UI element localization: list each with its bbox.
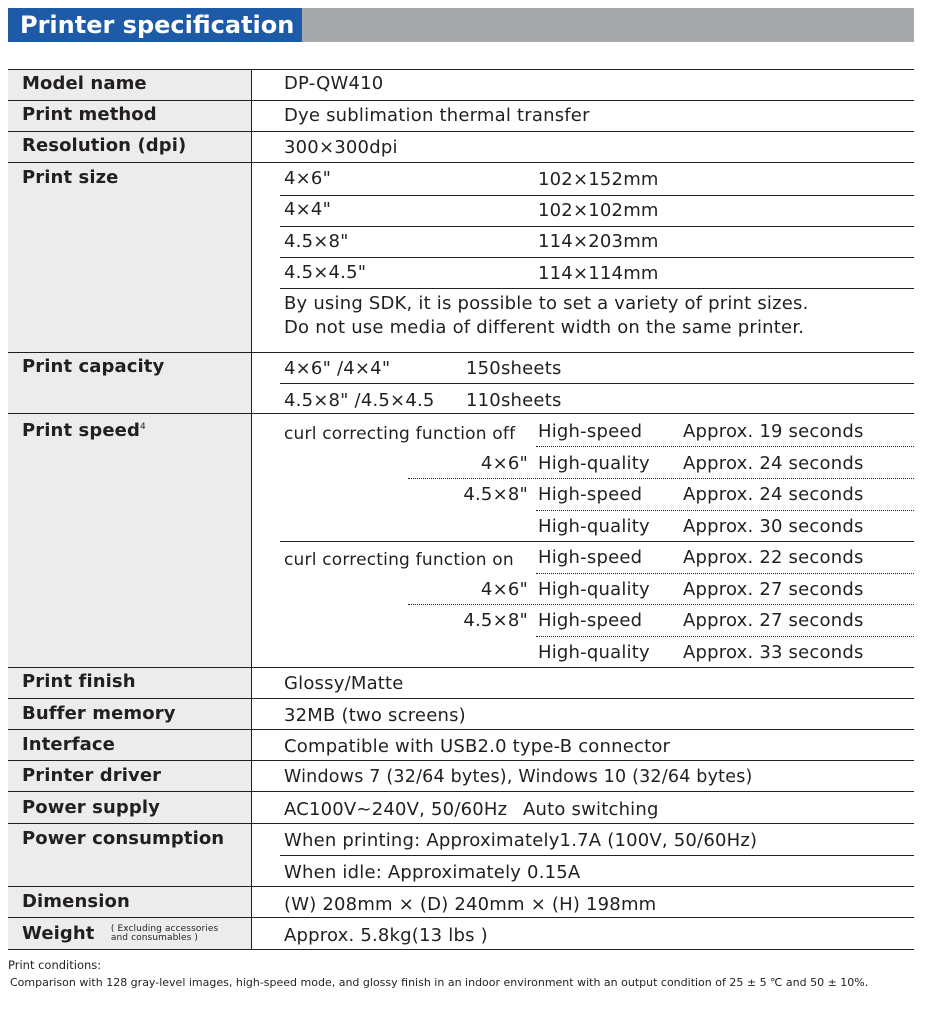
print-method-label: Print method	[22, 104, 157, 125]
row-divider	[280, 383, 914, 384]
capacity-size: 4.5×8" /4.5×4.5	[284, 390, 435, 411]
print-speed-label	[22, 420, 146, 441]
model-name-label: Model name	[22, 73, 147, 94]
size-inch: 4×6"	[284, 168, 332, 189]
size-mm: 102×102mm	[538, 200, 659, 221]
weight-note	[111, 925, 218, 943]
row-divider	[8, 760, 914, 761]
size-mm: 114×114mm	[538, 263, 659, 284]
row-divider	[8, 791, 914, 792]
row-divider	[8, 917, 914, 918]
print-capacity-label: Print capacity	[22, 356, 165, 377]
size-mm: 102×152mm	[538, 169, 659, 190]
column-divider	[251, 70, 252, 950]
speed-mode: High-quality	[538, 516, 650, 537]
speed-time: Approx. 33 seconds	[683, 642, 864, 663]
weight-value: Approx. 5.8kg(13 lbs )	[284, 925, 488, 946]
resolution-value: 300×300dpi	[284, 137, 398, 158]
size-inch: 4×4"	[284, 199, 332, 220]
buffer-memory-value: 32MB (two screens)	[284, 705, 466, 726]
speed-condition: curl correcting function off	[284, 424, 516, 444]
printer-driver-value: Windows 7 (32/64 bytes), Windows 10 (32/64 bytes)	[284, 767, 753, 787]
speed-time: Approx. 22 seconds	[683, 547, 864, 568]
speed-time: Approx. 24 seconds	[683, 484, 864, 505]
footer-text: Comparison with 128 gray-level images, high-speed mode, and glossy finish in an indoor environment with an output condition of 25 ± 5 ℃ and 50 ± 10%.	[10, 976, 869, 989]
row-divider	[280, 288, 914, 289]
row-divider	[280, 195, 914, 196]
print-size-label: Print size	[22, 167, 119, 188]
footer-title: Print conditions:	[8, 958, 102, 972]
print-size-note: By using SDK, it is possible to set a variety of print sizes.	[284, 293, 809, 314]
row-divider	[8, 729, 914, 730]
dimension-value: (W) 208mm × (D) 240mm × (H) 198mm	[284, 894, 657, 915]
speed-time: Approx. 27 seconds	[683, 610, 864, 631]
page-title: Printer specification	[8, 8, 302, 42]
row-divider	[8, 352, 914, 353]
size-mm: 114×203mm	[538, 231, 659, 252]
weight-label-text: Weight	[22, 923, 95, 944]
print-finish-value: Glossy/Matte	[284, 673, 404, 694]
speed-size: 4.5×8"	[463, 610, 528, 631]
speed-mode: High-speed	[538, 484, 643, 505]
row-divider	[8, 886, 914, 887]
capacity-value: 150sheets	[466, 358, 562, 379]
row-divider	[280, 855, 914, 856]
power-supply-label: Power supply	[22, 797, 160, 818]
row-divider	[8, 131, 914, 132]
speed-time: Approx. 24 seconds	[683, 453, 864, 474]
row-divider	[280, 541, 914, 542]
power-supply-switching: Auto switching	[523, 799, 659, 820]
row-divider	[280, 226, 914, 227]
print-size-note: Do not use media of different width on the same printer.	[284, 317, 805, 338]
printer-driver-label: Printer driver	[22, 765, 162, 786]
speed-mode: High-speed	[538, 547, 643, 568]
row-divider	[8, 667, 914, 668]
weight-label	[22, 923, 218, 944]
speed-condition: curl correcting function on	[284, 550, 514, 570]
speed-size: 4×6"	[480, 453, 528, 474]
row-divider	[8, 823, 914, 824]
speed-size: 4×6"	[480, 579, 528, 600]
row-divider	[8, 698, 914, 699]
capacity-value: 110sheets	[466, 390, 562, 411]
row-divider	[8, 162, 914, 163]
speed-time: Approx. 27 seconds	[683, 579, 864, 600]
label-column	[8, 70, 251, 950]
print-speed-label-text: Print speed	[22, 420, 140, 441]
speed-mode: High-quality	[538, 579, 650, 600]
dotted-divider	[408, 604, 914, 605]
weight-note-line: ( Excluding accessories	[110, 924, 219, 934]
power-consumption-printing: When printing: Approximately1.7A (100V, 50/60Hz)	[284, 830, 758, 851]
table-top-border	[8, 69, 914, 70]
row-divider	[280, 257, 914, 258]
capacity-size: 4×6" /4×4"	[284, 358, 391, 379]
power-consumption-idle: When idle: Approximately 0.15A	[284, 862, 581, 883]
weight-note-line: and consumables )	[110, 933, 199, 943]
speed-mode: High-quality	[538, 642, 650, 663]
power-consumption-label: Power consumption	[22, 828, 225, 849]
size-inch: 4.5×4.5"	[284, 262, 367, 283]
title-bar	[8, 8, 914, 42]
buffer-memory-label: Buffer memory	[22, 703, 176, 724]
print-method-value: Dye sublimation thermal transfer	[284, 105, 590, 126]
dotted-divider	[536, 636, 914, 637]
power-supply-value: AC100V~240V, 50/60Hz	[284, 799, 508, 820]
dotted-divider	[408, 478, 914, 479]
speed-mode: High-quality	[538, 453, 650, 474]
size-inch: 4.5×8"	[284, 231, 349, 252]
footnote-mark: 4	[139, 422, 146, 432]
interface-value: Compatible with USB2.0 type-B connector	[284, 736, 671, 757]
dimension-label: Dimension	[22, 891, 130, 912]
dotted-divider	[536, 510, 914, 511]
interface-label: Interface	[22, 734, 115, 755]
speed-mode: High-speed	[538, 421, 643, 442]
speed-mode: High-speed	[538, 610, 643, 631]
speed-time: Approx. 30 seconds	[683, 516, 864, 537]
resolution-label: Resolution (dpi)	[22, 135, 187, 156]
row-divider	[8, 100, 914, 101]
speed-time: Approx. 19 seconds	[683, 421, 864, 442]
table-bottom-border	[8, 949, 914, 950]
row-divider	[8, 413, 914, 414]
dotted-divider	[536, 446, 914, 447]
print-finish-label: Print finish	[22, 671, 136, 692]
dotted-divider	[536, 573, 914, 574]
speed-size: 4.5×8"	[463, 484, 528, 505]
model-name-value: DP-QW410	[284, 73, 384, 94]
